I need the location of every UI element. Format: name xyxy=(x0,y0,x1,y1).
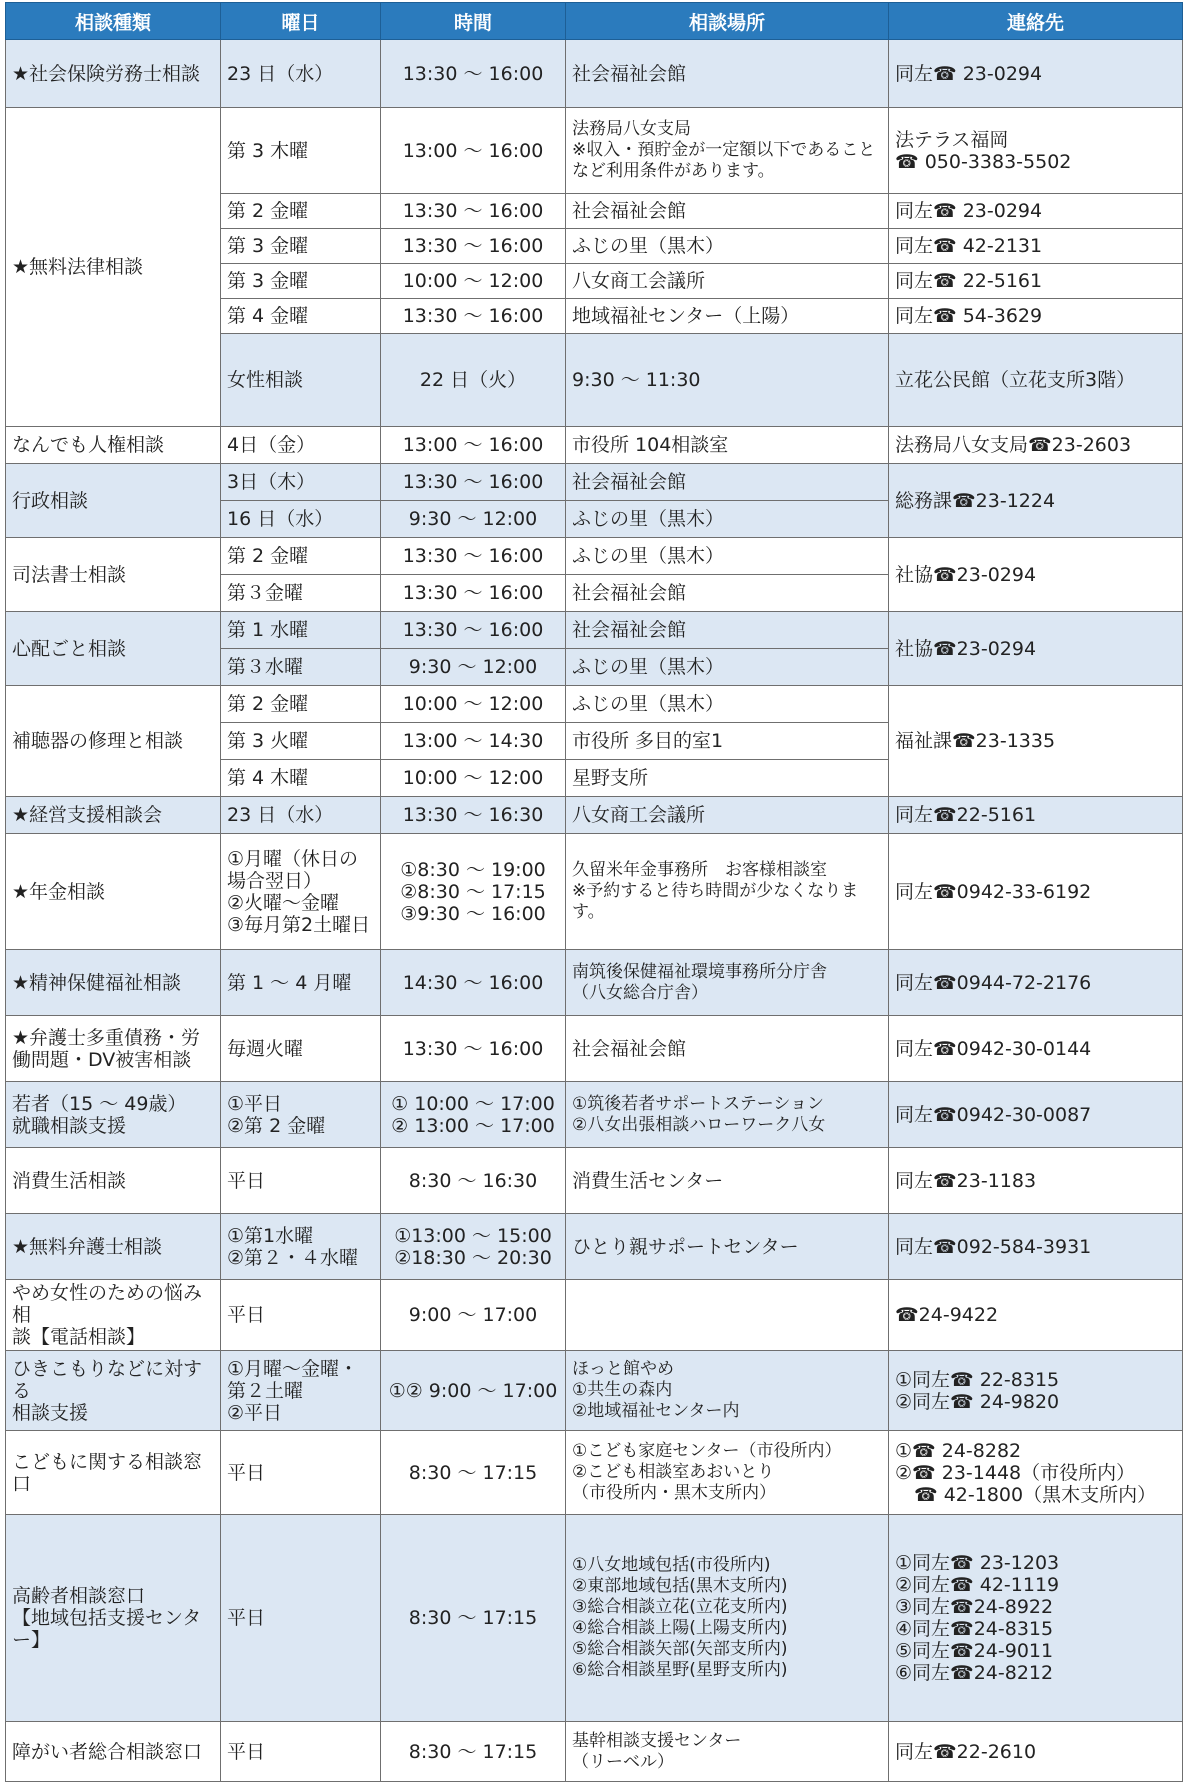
time-cell: ① 10:00 ～ 17:00 ② 13:00 ～ 17:00 xyxy=(381,1082,566,1148)
day-cell: 第 2 金曜 xyxy=(221,686,381,723)
location-cell: 社会福祉会館 xyxy=(566,194,889,229)
time-cell: 8:30 ～ 16:30 xyxy=(381,1148,566,1214)
time-cell: 10:00 ～ 12:00 xyxy=(381,264,566,299)
table-row xyxy=(6,538,1183,575)
consultation-type-cell: 若者（15 ～ 49歳） 就職相談支援 xyxy=(6,1082,221,1148)
header-time: 時間 xyxy=(381,3,566,40)
location-cell: 南筑後保健福祉環境事務所分庁舎 （八女総合庁舎） xyxy=(566,950,889,1016)
contact-cell: 同左☎23-1183 xyxy=(889,1148,1183,1214)
table-row xyxy=(6,1214,1183,1280)
contact-cell: 法務局八女支局☎23-2603 xyxy=(889,427,1183,464)
time-cell: ①13:00 ～ 15:00 ②18:30 ～ 20:30 xyxy=(381,1214,566,1280)
location-cell: 市役所 104相談室 xyxy=(566,427,889,464)
consultation-type-cell: ひきこもりなどに対する 相談支援 xyxy=(6,1351,221,1431)
time-cell: 13:00 ～ 14:30 xyxy=(381,723,566,760)
day-cell: 第 3 木曜 xyxy=(221,108,381,194)
contact-cell: 同左☎ 54-3629 xyxy=(889,299,1183,334)
contact-cell: 法テラス福岡 ☎ 050-3383-5502 xyxy=(889,108,1183,194)
location-cell: ①こども家庭センター（市役所内） ②こども相談室あおいとり （市役所内・黒木支所内） xyxy=(566,1431,889,1515)
day-cell: 第３金曜 xyxy=(221,575,381,612)
consultation-type-cell: ★社会保険労務士相談 xyxy=(6,40,221,108)
day-cell: ①第1水曜 ②第２・４水曜 xyxy=(221,1214,381,1280)
location-cell: ふじの里（黒木） xyxy=(566,229,889,264)
location-cell: ひとり親サポートセンター xyxy=(566,1214,889,1280)
location-cell: 八女商工会議所 xyxy=(566,797,889,834)
consultation-type-cell: 高齢者相談窓口 【地域包括支援センター】 xyxy=(6,1515,221,1722)
location-cell: 市役所 多目的室1 xyxy=(566,723,889,760)
location-cell: ほっと館やめ ①共生の森内 ②地域福祉センター内 xyxy=(566,1351,889,1431)
location-cell: 社会福祉会館 xyxy=(566,464,889,501)
time-cell: 22 日（火） xyxy=(381,334,566,427)
contact-cell: ①同左☎ 23-1203 ②同左☎ 42-1119 ③同左☎24-8922 ④同左☎24-8315 ⑤同左☎24-9011 ⑥同左☎24-8212 xyxy=(889,1515,1183,1722)
table-row xyxy=(6,1515,1183,1722)
day-cell: 23 日（水） xyxy=(221,40,381,108)
table-row xyxy=(6,834,1183,950)
contact-cell: ①同左☎ 22-8315 ②同左☎ 24-9820 xyxy=(889,1351,1183,1431)
day-cell: 平日 xyxy=(221,1148,381,1214)
time-cell: 13:30 ～ 16:00 xyxy=(381,464,566,501)
table-row xyxy=(6,612,1183,649)
day-cell: 毎週火曜 xyxy=(221,1016,381,1082)
day-cell: 第 3 金曜 xyxy=(221,229,381,264)
table-row xyxy=(6,1148,1183,1214)
contact-cell: 同左☎ 23-0294 xyxy=(889,194,1183,229)
table-row xyxy=(6,1280,1183,1351)
day-cell: 第 3 金曜 xyxy=(221,264,381,299)
time-cell: 8:30 ～ 17:15 xyxy=(381,1515,566,1722)
time-cell: 13:30 ～ 16:00 xyxy=(381,575,566,612)
location-cell: 星野支所 xyxy=(566,760,889,797)
time-cell: 13:30 ～ 16:00 xyxy=(381,1016,566,1082)
location-cell: 久留米年金事務所 お客様相談室 ※予約すると待ち時間が少なくなりま す。 xyxy=(566,834,889,950)
time-cell: 9:30 ～ 12:00 xyxy=(381,649,566,686)
location-cell: 社会福祉会館 xyxy=(566,1016,889,1082)
day-cell: 第 4 木曜 xyxy=(221,760,381,797)
consultation-type-cell: ★経営支援相談会 xyxy=(6,797,221,834)
location-cell: ①八女地域包括(市役所内) ②東部地域包括(黒木支所内) ③総合相談立花(立花支所内) ④総合相談上陽(上陽支所内) ⑤総合相談矢部(矢部支所内) ⑥総合相談星野(星野支所内) xyxy=(566,1515,889,1722)
location-cell: 地域福祉センター（上陽） xyxy=(566,299,889,334)
contact-cell: 同左☎22-2610 xyxy=(889,1722,1183,1782)
day-cell: 平日 xyxy=(221,1280,381,1351)
time-cell: 8:30 ～ 17:15 xyxy=(381,1722,566,1782)
day-cell: 第 1 水曜 xyxy=(221,612,381,649)
consultation-type-cell: 補聴器の修理と相談 xyxy=(6,686,221,797)
time-cell: 10:00 ～ 12:00 xyxy=(381,760,566,797)
day-cell: 第 2 金曜 xyxy=(221,538,381,575)
day-cell: 3日（木） xyxy=(221,464,381,501)
consultation-type-cell: やめ女性のための悩み相 談【電話相談】 xyxy=(6,1280,221,1351)
contact-cell: 同左☎ 23-0294 xyxy=(889,40,1183,108)
location-cell: ふじの里（黒木） xyxy=(566,538,889,575)
table-row xyxy=(6,464,1183,501)
contact-cell: 同左☎ 22-5161 xyxy=(889,264,1183,299)
consultation-type-cell: 消費生活相談 xyxy=(6,1148,221,1214)
day-cell: 4日（金） xyxy=(221,427,381,464)
day-cell: 平日 xyxy=(221,1722,381,1782)
consultation-schedule-table xyxy=(5,2,1183,1782)
location-cell: 八女商工会議所 xyxy=(566,264,889,299)
header-contact: 連絡先 xyxy=(889,3,1183,40)
day-cell: 第 2 金曜 xyxy=(221,194,381,229)
time-cell: 9:00 ～ 17:00 xyxy=(381,1280,566,1351)
contact-cell: ①☎ 24-8282 ②☎ 23-1448（市役所内） ☎ 42-1800（黒木支所内） xyxy=(889,1431,1183,1515)
location-cell: 社会福祉会館 xyxy=(566,575,889,612)
header-day: 曜日 xyxy=(221,3,381,40)
consultation-type-cell: 障がい者総合相談窓口 xyxy=(6,1722,221,1782)
table-row xyxy=(6,1722,1183,1782)
location-cell: 基幹相談支援センター （リーベル） xyxy=(566,1722,889,1782)
consultation-type-cell: ★弁護士多重債務・労 働問題・DV被害相談 xyxy=(6,1016,221,1082)
header-consultation-type: 相談種類 xyxy=(6,3,221,40)
contact-cell: 同左☎0944-72-2176 xyxy=(889,950,1183,1016)
header-location: 相談場所 xyxy=(566,3,889,40)
consultation-type-cell: なんでも人権相談 xyxy=(6,427,221,464)
table-header-row xyxy=(6,3,1183,40)
table-row xyxy=(6,427,1183,464)
table-row xyxy=(6,686,1183,723)
consultation-type-cell: ★無料弁護士相談 xyxy=(6,1214,221,1280)
table-row xyxy=(6,1016,1183,1082)
consultation-type-cell: こどもに関する相談窓口 xyxy=(6,1431,221,1515)
location-cell: 社会福祉会館 xyxy=(566,612,889,649)
contact-cell: ☎24-9422 xyxy=(889,1280,1183,1351)
time-cell: 13:30 ～ 16:00 xyxy=(381,40,566,108)
location-cell: ふじの里（黒木） xyxy=(566,501,889,538)
day-cell: 女性相談 xyxy=(221,334,381,427)
contact-cell: 同左☎ 42-2131 xyxy=(889,229,1183,264)
location-cell xyxy=(566,1280,889,1351)
location-cell: 消費生活センター xyxy=(566,1148,889,1214)
time-cell: 13:00 ～ 16:00 xyxy=(381,108,566,194)
table-row xyxy=(6,797,1183,834)
table-row xyxy=(6,950,1183,1016)
day-cell: ①平日 ②第 2 金曜 xyxy=(221,1082,381,1148)
day-cell: 平日 xyxy=(221,1515,381,1722)
time-cell: 14:30 ～ 16:00 xyxy=(381,950,566,1016)
time-cell: 13:30 ～ 16:00 xyxy=(381,612,566,649)
contact-cell: 総務課☎23-1224 xyxy=(889,464,1183,538)
contact-cell: 社協☎23-0294 xyxy=(889,612,1183,686)
consultation-type-cell: ★年金相談 xyxy=(6,834,221,950)
location-cell: 法務局八女支局 ※収入・預貯金が一定額以下であること など利用条件があります。 xyxy=(566,108,889,194)
consultation-type-cell: 行政相談 xyxy=(6,464,221,538)
consultation-type-cell: 心配ごと相談 xyxy=(6,612,221,686)
day-cell: 第 1 ～ 4 月曜 xyxy=(221,950,381,1016)
day-cell: 第 4 金曜 xyxy=(221,299,381,334)
table-row xyxy=(6,1082,1183,1148)
day-cell: 16 日（水） xyxy=(221,501,381,538)
day-cell: 23 日（水） xyxy=(221,797,381,834)
consultation-type-cell: ★精神保健福祉相談 xyxy=(6,950,221,1016)
time-cell: 13:30 ～ 16:00 xyxy=(381,194,566,229)
location-cell: 社会福祉会館 xyxy=(566,40,889,108)
location-cell: ふじの里（黒木） xyxy=(566,649,889,686)
contact-cell: 同左☎0942-30-0087 xyxy=(889,1082,1183,1148)
contact-cell: 立花公民館（立花支所3階） xyxy=(889,334,1183,427)
time-cell: 13:30 ～ 16:00 xyxy=(381,299,566,334)
time-cell: 13:30 ～ 16:00 xyxy=(381,229,566,264)
time-cell: 13:30 ～ 16:30 xyxy=(381,797,566,834)
table-row xyxy=(6,1431,1183,1515)
location-cell: ふじの里（黒木） xyxy=(566,686,889,723)
day-cell: ①月曜（休日の 場合翌日） ②火曜～金曜 ③毎月第2土曜日 xyxy=(221,834,381,950)
location-cell: ①筑後若者サポートステーション ②八女出張相談ハローワーク八女 xyxy=(566,1082,889,1148)
contact-cell: 同左☎22-5161 xyxy=(889,797,1183,834)
day-cell: ①月曜～金曜・ 第２土曜 ②平日 xyxy=(221,1351,381,1431)
time-cell: 13:30 ～ 16:00 xyxy=(381,538,566,575)
table-row xyxy=(6,40,1183,108)
contact-cell: 社協☎23-0294 xyxy=(889,538,1183,612)
table-row xyxy=(6,108,1183,194)
time-cell: ①② 9:00 ～ 17:00 xyxy=(381,1351,566,1431)
day-cell: 平日 xyxy=(221,1431,381,1515)
consultation-type-cell: 司法書士相談 xyxy=(6,538,221,612)
time-cell: ①8:30 ～ 19:00 ②8:30 ～ 17:15 ③9:30 ～ 16:00 xyxy=(381,834,566,950)
time-cell: 9:30 ～ 12:00 xyxy=(381,501,566,538)
consultation-table-wrapper xyxy=(5,2,1183,1782)
day-cell: 第 3 火曜 xyxy=(221,723,381,760)
contact-cell: 同左☎0942-30-0144 xyxy=(889,1016,1183,1082)
table-row xyxy=(6,1351,1183,1431)
time-cell: 13:00 ～ 16:00 xyxy=(381,427,566,464)
contact-cell: 同左☎092-584-3931 xyxy=(889,1214,1183,1280)
table-body xyxy=(6,40,1183,1782)
contact-cell: 同左☎0942-33-6192 xyxy=(889,834,1183,950)
day-cell: 第３水曜 xyxy=(221,649,381,686)
consultation-type-cell: ★無料法律相談 xyxy=(6,108,221,427)
time-cell: 10:00 ～ 12:00 xyxy=(381,686,566,723)
contact-cell: 福祉課☎23-1335 xyxy=(889,686,1183,797)
time-cell: 8:30 ～ 17:15 xyxy=(381,1431,566,1515)
location-cell: 9:30 ～ 11:30 xyxy=(566,334,889,427)
